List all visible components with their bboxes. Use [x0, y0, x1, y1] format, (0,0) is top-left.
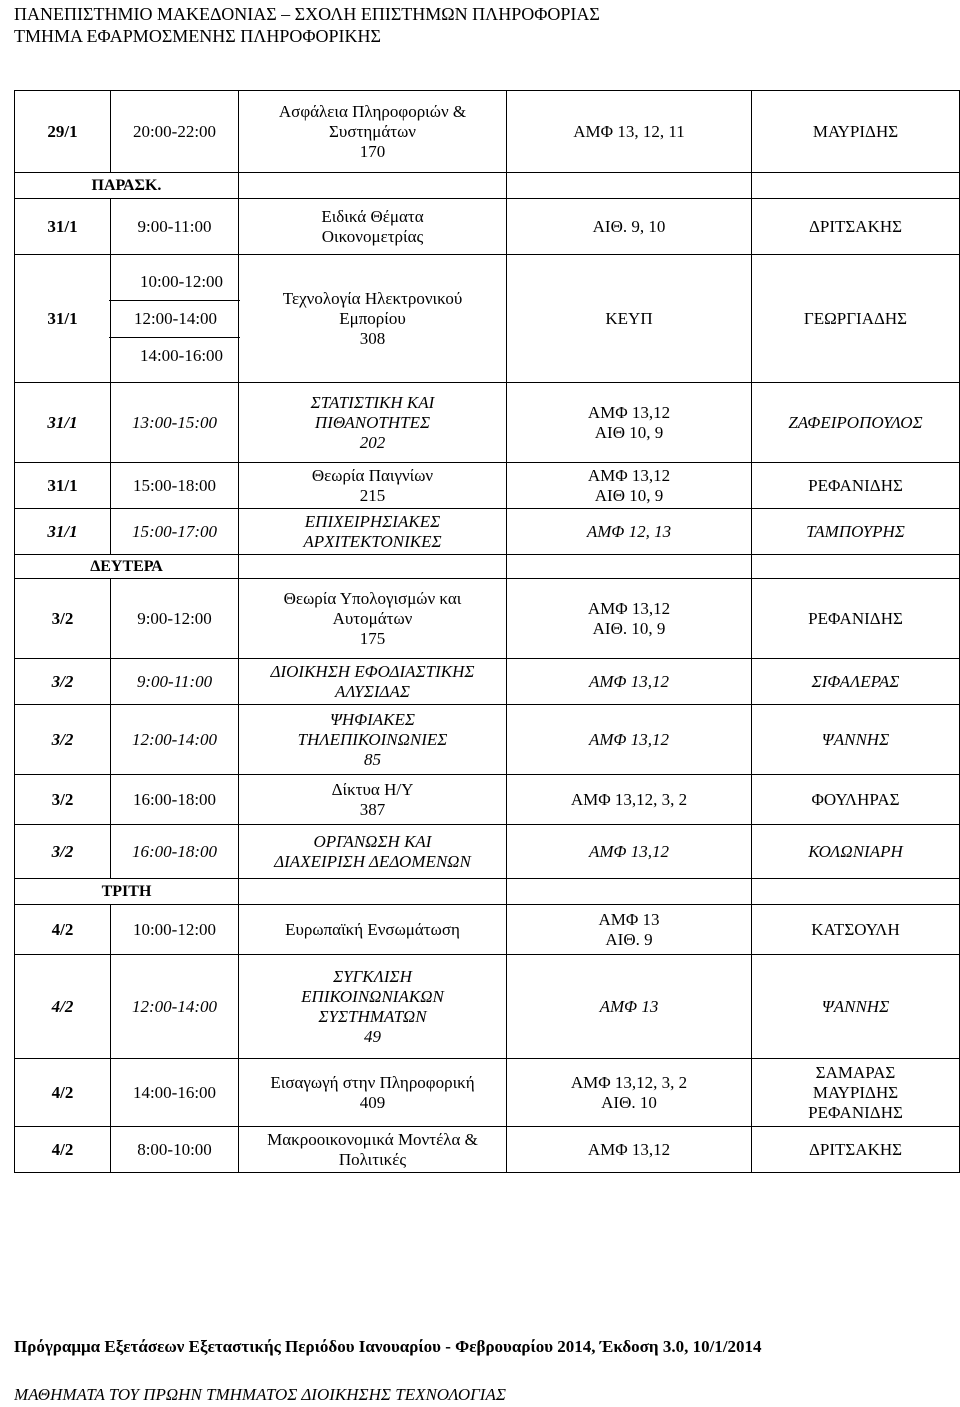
professor: ΦΟΥΛΗΡΑΣ	[752, 775, 960, 825]
table-row	[15, 825, 960, 879]
room-line: ΑΜΦ 13,12, 3, 2	[570, 1072, 688, 1092]
exam-date: 4/2	[15, 1127, 111, 1173]
exam-room: ΑΜΦ 13,12	[507, 825, 752, 879]
table-row	[15, 255, 960, 383]
course-line: ΔΙΑΧΕΙΡΙΣΗ ΔΕΔΟΜΕΝΩΝ	[274, 851, 471, 871]
exam-time: 10:00-12:00	[139, 271, 224, 291]
course-name	[239, 659, 507, 705]
exam-room: ΑΜΦ 13, 12, 11	[507, 91, 752, 173]
table-row	[15, 955, 960, 1059]
exam-time-slots	[111, 255, 239, 383]
course-line: ΤΗΛΕΠΙΚΟΙΝΩΝΙΕΣ	[297, 729, 448, 749]
exam-date: 29/1	[15, 91, 111, 173]
course-code: 409	[359, 1092, 386, 1112]
course-line: ΑΡΧΙΤΕΚΤΟΝΙΚΕΣ	[303, 531, 442, 551]
exam-date: 4/2	[15, 955, 111, 1059]
professor: ΨΑΝΝΗΣ	[752, 705, 960, 775]
weekday-label: ΔΕΥΤΕΡΑ	[15, 555, 239, 579]
table-row	[15, 509, 960, 555]
table-row	[15, 775, 960, 825]
exam-date: 31/1	[15, 255, 111, 383]
course-line: Αυτομάτων	[332, 608, 413, 628]
exam-time: 14:00-16:00	[111, 1059, 239, 1127]
table-row	[15, 905, 960, 955]
exam-room	[507, 463, 752, 509]
course-line: Οικονομετρίας	[321, 226, 424, 246]
course-line: ΕΠΙΚΟΙΝΩΝΙΑΚΩΝ	[301, 986, 444, 1006]
exam-room	[507, 383, 752, 463]
course-line: ΟΡΓΑΝΩΣΗ ΚΑΙ	[313, 831, 432, 851]
exam-room: ΑΜΦ 12, 13	[507, 509, 752, 555]
exam-room: ΑΙΘ. 9, 10	[507, 199, 752, 255]
course-code: 308	[359, 328, 386, 348]
table-row	[15, 659, 960, 705]
exam-time: 15:00-17:00	[111, 509, 239, 555]
professor: ΣΑΜΑΡΑΣ ΜΑΥΡΙΔΗΣ ΡΕΦΑΝΙΔΗΣ	[752, 1059, 960, 1127]
table-row	[15, 91, 960, 173]
course-line: Εμπορίου	[339, 308, 406, 328]
exam-date: 3/2	[15, 825, 111, 879]
course-line: Θεωρία Παιγνίων	[311, 465, 434, 485]
table-row	[15, 1059, 960, 1127]
exam-date: 31/1	[15, 463, 111, 509]
exam-room: ΑΜΦ 13,12	[507, 659, 752, 705]
exam-date: 31/1	[15, 509, 111, 555]
course-name	[239, 955, 507, 1059]
professor: ΚΟΛΩΝΙΑΡΗ	[752, 825, 960, 879]
exam-date: 3/2	[15, 579, 111, 659]
course-name	[239, 91, 507, 173]
exam-date: 4/2	[15, 1059, 111, 1127]
professor: ΚΑΤΣΟΥΛΗ	[752, 905, 960, 955]
footer-department-note: ΜΑΘΗΜΑΤΑ ΤΟΥ ΠΡΩΗΝ ΤΜΗΜΑΤΟΣ ΔΙΟΙΚΗΣΗΣ ΤΕΧΝΟΛΟΓΙΑΣ	[14, 1385, 506, 1404]
professor: ΣΙΦΑΛΕΡΑΣ	[752, 659, 960, 705]
course-line: Ασφάλεια Πληροφοριών &	[278, 101, 467, 121]
exam-room: ΑΜΦ 13,12	[507, 705, 752, 775]
table-row	[15, 1127, 960, 1173]
exam-room	[507, 905, 752, 955]
course-name	[239, 705, 507, 775]
course-line: Ειδικά Θέματα	[321, 206, 424, 226]
professor: ΨΑΝΝΗΣ	[752, 955, 960, 1059]
course-code: 85	[364, 749, 381, 769]
exam-schedule-table	[14, 90, 960, 1173]
room-line: ΑΙΘ 10, 9	[594, 422, 664, 442]
course-line: Δίκτυα Η/Υ	[331, 779, 414, 799]
course-name	[239, 1127, 507, 1173]
exam-time: 12:00-14:00	[109, 300, 240, 337]
course-name	[239, 463, 507, 509]
table-row	[15, 579, 960, 659]
exam-room	[507, 579, 752, 659]
exam-time: 8:00-10:00	[111, 1127, 239, 1173]
course-line: ΠΙΘΑΝΟΤΗΤΕΣ	[314, 412, 431, 432]
day-row	[15, 555, 960, 579]
exam-date: 31/1	[15, 383, 111, 463]
table-row	[15, 463, 960, 509]
room-line: ΑΜΦ 13,12	[587, 598, 671, 618]
professor: ΤΑΜΠΟΥΡΗΣ	[752, 509, 960, 555]
course-line: Τεχνολογία Ηλεκτρονικού	[282, 288, 463, 308]
exam-date: 31/1	[15, 199, 111, 255]
professor: ΜΑΥΡΙΔΗΣ	[752, 91, 960, 173]
course-name	[239, 255, 507, 383]
course-name	[239, 825, 507, 879]
room-line: ΑΙΘ. 10, 9	[592, 618, 666, 638]
exam-date: 3/2	[15, 659, 111, 705]
weekday-label: ΤΡΙΤΗ	[15, 879, 239, 905]
exam-room: ΚΕΥΠ	[507, 255, 752, 383]
table-row	[15, 705, 960, 775]
exam-time: 9:00-11:00	[111, 199, 239, 255]
exam-date: 4/2	[15, 905, 111, 955]
course-code: 387	[359, 799, 386, 819]
room-line: ΑΜΦ 13	[598, 909, 660, 929]
course-code: 170	[359, 141, 386, 161]
course-code: 175	[359, 628, 386, 648]
course-name	[239, 383, 507, 463]
course-code: 215	[359, 485, 386, 505]
exam-time: 16:00-18:00	[111, 825, 239, 879]
course-line: ΣΥΓΚΛΙΣΗ	[333, 966, 412, 986]
footer-schedule-version: Πρόγραμμα Εξετάσεων Εξεταστικής Περιόδου Ιανουαρίου - Φεβρουαρίου 2014, Έκδοση 3.0, 10/1/2014	[14, 1337, 762, 1356]
professor: ΔΡΙΤΣΑΚΗΣ	[752, 1127, 960, 1173]
weekday-label: ΠΑΡΑΣΚ.	[15, 173, 239, 199]
exam-time: 9:00-11:00	[111, 659, 239, 705]
professor: ΡΕΦΑΝΙΔΗΣ	[752, 463, 960, 509]
department-title: ΤΜΗΜΑ ΕΦΑΡΜΟΣΜΕΝΗΣ ΠΛΗΡΟΦΟΡΙΚΗΣ	[14, 26, 381, 46]
room-line: ΑΙΘ. 10	[601, 1092, 657, 1112]
course-name	[239, 509, 507, 555]
exam-room	[507, 1059, 752, 1127]
exam-time: 15:00-18:00	[111, 463, 239, 509]
course-line: Εισαγωγή στην Πληροφορική	[270, 1072, 475, 1092]
exam-room: ΑΜΦ 13,12, 3, 2	[507, 775, 752, 825]
course-line: ΑΛΥΣΙΔΑΣ	[335, 681, 410, 701]
course-line: Μακροοικονομικά Μοντέλα &	[267, 1129, 478, 1149]
exam-time: 9:00-12:00	[111, 579, 239, 659]
course-name	[239, 579, 507, 659]
course-line: ΣΤΑΤΙΣΤΙΚΗ ΚΑΙ	[310, 392, 435, 412]
course-line: Θεωρία Υπολογισμών και	[283, 588, 462, 608]
room-line: ΑΙΘ 10, 9	[594, 485, 664, 505]
exam-time: 13:00-15:00	[111, 383, 239, 463]
table-row	[15, 199, 960, 255]
exam-time: 20:00-22:00	[111, 91, 239, 173]
course-line: Πολιτικές	[338, 1149, 407, 1169]
exam-time: 10:00-12:00	[111, 905, 239, 955]
day-row	[15, 879, 960, 905]
exam-time: 14:00-16:00	[109, 337, 240, 374]
exam-time: 12:00-14:00	[111, 955, 239, 1059]
exam-time: 12:00-14:00	[111, 705, 239, 775]
professor: ΓΕΩΡΓΙΑΔΗΣ	[752, 255, 960, 383]
course-code: 49	[364, 1026, 381, 1046]
room-line: ΑΙΘ. 9	[605, 929, 653, 949]
course-line: Συστημάτων	[329, 121, 416, 141]
course-name	[239, 775, 507, 825]
room-line: ΑΜΦ 13,12	[587, 465, 671, 485]
course-line: ΣΥΣΤΗΜΑΤΩΝ	[318, 1006, 427, 1026]
course-line: ΕΠΙΧΕΙΡΗΣΙΑΚΕΣ	[304, 511, 441, 531]
exam-room: ΑΜΦ 13,12	[507, 1127, 752, 1173]
room-line: ΑΜΦ 13,12	[587, 402, 671, 422]
exam-time: 16:00-18:00	[111, 775, 239, 825]
course-line: ΔΙΟΙΚΗΣΗ ΕΦΟΔΙΑΣΤΙΚΗΣ	[270, 661, 475, 681]
course-name	[239, 1059, 507, 1127]
university-title: ΠΑΝΕΠΙΣΤΗΜΙΟ ΜΑΚΕΔΟΝΙΑΣ – ΣΧΟΛΗ ΕΠΙΣΤΗΜΩΝ ΠΛΗΡΟΦΟΡΙΑΣ	[14, 4, 600, 24]
exam-date: 3/2	[15, 775, 111, 825]
professor: ΔΡΙΤΣΑΚΗΣ	[752, 199, 960, 255]
exam-room: ΑΜΦ 13	[507, 955, 752, 1059]
course-name: Ευρωπαϊκή Ενσωμάτωση	[239, 905, 507, 955]
professor: ΖΑΦΕΙΡΟΠΟΥΛΟΣ	[752, 383, 960, 463]
professor: ΡΕΦΑΝΙΔΗΣ	[752, 579, 960, 659]
day-row	[15, 173, 960, 199]
course-line: ΨΗΦΙΑΚΕΣ	[329, 709, 416, 729]
course-name	[239, 199, 507, 255]
course-code: 202	[359, 432, 386, 452]
exam-date: 3/2	[15, 705, 111, 775]
table-row	[15, 383, 960, 463]
